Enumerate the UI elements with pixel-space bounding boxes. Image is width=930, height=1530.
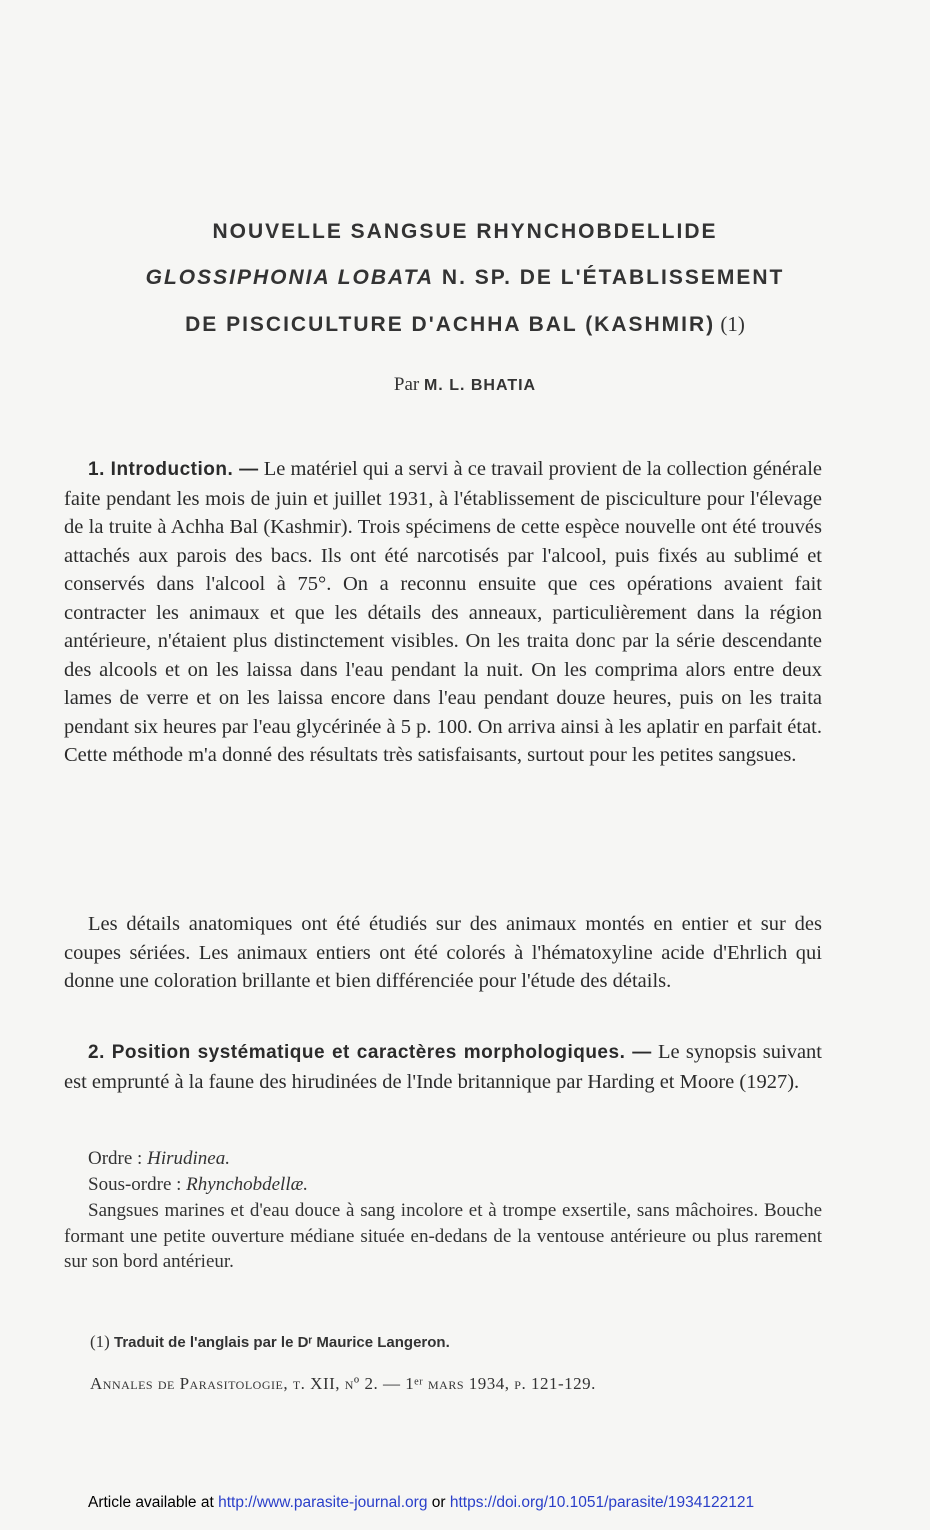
ordre-value: Hirudinea. xyxy=(147,1148,230,1169)
journal-link[interactable]: http://www.parasite-journal.org xyxy=(218,1494,428,1511)
taxonomy-description-text: Sangsues marines et d'eau douce à sang incolore et à trompe exsertile, sans mâchoires. Bouche formant une petite ouverture médiane située en-dedans de la ventouse antérieure ou plus rarement sur son bord antérieur. xyxy=(64,1200,822,1272)
title-line-2 xyxy=(60,266,870,290)
author-name: M. L. BHATIA xyxy=(423,377,537,394)
ordre-label: Ordre : xyxy=(88,1148,148,1169)
taxonomy-block xyxy=(64,1146,822,1198)
author-prefix: Par xyxy=(393,374,424,395)
intro-text-1: Le matériel qui a servi à ce travail provient de la collection générale faite pendant les mois de juin et juillet 1931, à l'établissement de pisciculture pour l'élevage de la truite à Achha Bal (Kashmir). Trois spécimens de cette espèce nouvelle ont été trouvés attachés aux parois des bacs. Ils ont été narcotisés par l'alcool, puis fixés au sublimé et conservés dans l'alcool à 75°. On a reconnu ensuite que ces opérations avaient fait contracter les animaux et que les détails des anneaux, particulièrement dans la région antérieure, n'étaient plus distinctement visibles. On les traita donc par la série descendante des alcools et on les laissa dans l'eau pendant la nuit. On les comprima alors entre deux lames de verre et on les laissa encore dans l'eau pendant douze heures, puis on les traita pendant six heures par l'eau glycérinée à 5 p. 100. On arriva ainsi à les aplatir en parfait état. Cette méthode m'a donné des résultats très satisfaisants, surtout pour les petites sangsues. xyxy=(64,458,822,766)
intro-paragraph-1 xyxy=(64,455,822,770)
availability-line xyxy=(88,1494,754,1512)
title-line-2-rest: N. SP. DE L'ÉTABLISSEMENT xyxy=(434,266,785,289)
title-footnote-ref: (1) xyxy=(715,312,745,336)
species-name: GLOSSIPHONIA LOBATA xyxy=(145,266,435,289)
intro-heading: 1. Introduction. — xyxy=(88,459,259,480)
position-heading: 2. Position systématique et caractères morphologiques. — xyxy=(88,1042,652,1063)
intro-text-2: Les détails anatomiques ont été étudiés sur des animaux montés en entier et sur des coupes sériées. Les animaux entiers ont été colorés à l'hématoxyline acide d'Ehrlich qui donne une coloration brillante et bien différenciée pour l'étude des détails. xyxy=(64,913,822,992)
ordre-line xyxy=(64,1146,822,1172)
author-line xyxy=(0,374,930,396)
title-line-1: NOUVELLE SANGSUE RHYNCHOBDELLIDE xyxy=(212,220,718,243)
footnote-text: Traduit de l'anglais par le Dʳ Maurice Langeron. xyxy=(109,1334,450,1351)
doi-link[interactable]: https://doi.org/10.1051/parasite/1934122121 xyxy=(449,1494,755,1511)
availability-middle: or xyxy=(427,1494,450,1511)
sousordre-label: Sous-ordre : xyxy=(88,1174,187,1195)
taxonomy-description xyxy=(64,1198,822,1275)
position-paragraph xyxy=(64,1038,822,1096)
journal-citation: Annales de Parasitologie, t. XII, nº 2. — 1ᵉʳ mars 1934, p. 121-129. xyxy=(90,1374,596,1393)
position-text: Le synopsis suivant est emprunté à la faune des hirudinées de l'Inde britannique par Harding et Moore (1927). xyxy=(64,1041,822,1093)
sousordre-line xyxy=(64,1172,822,1198)
title-line-3-text: DE PISCICULTURE D'ACHHA BAL (KASHMIR) xyxy=(185,313,716,336)
sousordre-value: Rhynchobdellæ. xyxy=(186,1174,309,1195)
title-line-3 xyxy=(60,312,870,337)
intro-paragraph-2 xyxy=(64,910,822,996)
footnote xyxy=(90,1332,450,1352)
footnote-ref: (1) xyxy=(90,1332,110,1351)
availability-prefix: Article available at xyxy=(88,1494,219,1511)
